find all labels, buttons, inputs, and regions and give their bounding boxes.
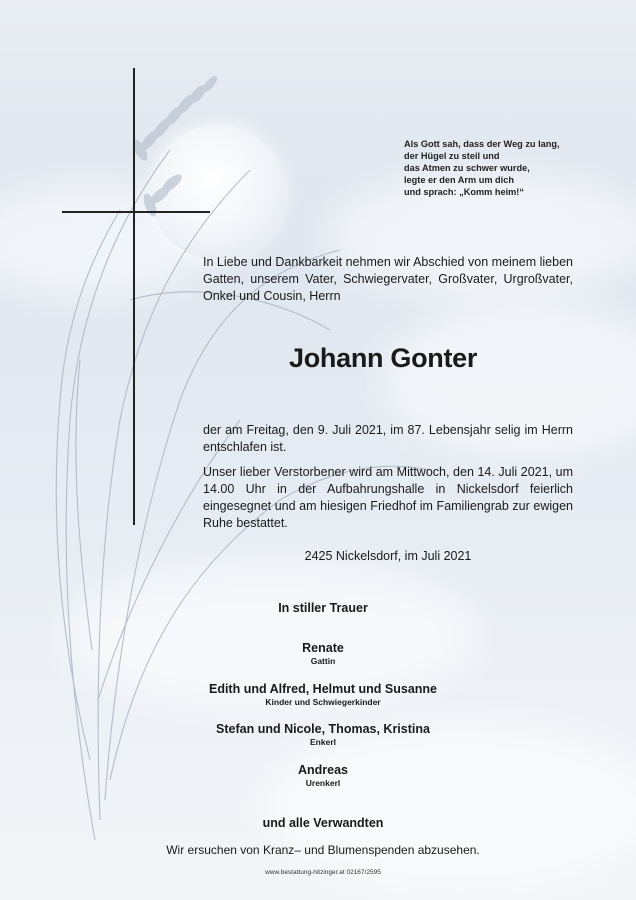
mourner-entry: [173, 682, 473, 708]
mourner-relation: Enkerl: [310, 737, 336, 747]
mourner-names: Andreas: [297, 763, 349, 777]
mourner-entry: [173, 722, 473, 748]
deceased-name: Johann Gonter: [289, 343, 478, 373]
quote-line: und sprach: „Komm heim!“: [404, 187, 524, 197]
relatives-line: und alle Verwandten: [262, 816, 384, 830]
donation-request: Wir ersuchen von Kranz– und Blumenspenden abzusehen.: [166, 843, 480, 857]
mourner-relation: Urenkerl: [305, 778, 341, 788]
mourner-names: Edith und Alfred, Helmut und Susanne: [208, 682, 437, 696]
cross-icon: [133, 68, 135, 525]
mourner-relation: Gattin: [310, 656, 336, 666]
mourner-names: Stefan und Nicole, Thomas, Kristina: [216, 722, 430, 736]
mourner-entry: [173, 641, 473, 667]
quote-line: Als Gott sah, dass der Weg zu lang,: [404, 139, 560, 149]
funeral-notice: Unser lieber Verstorbener wird am Mittwoch, den 14. Juli 2021, um 14.00 Uhr in der Aufbahrungshalle in Nickelsdorf feierlich eingesegnet und am hiesigen Friedhof im Familiengrab zur ewigen Ruhe bestattet.: [203, 465, 573, 530]
farewell-intro: In Liebe und Dankbarkeit nehmen wir Abschied von meinem lieben Gatten, unserem Vater, Schwiegervater, Großvater, Urgroßvater, Onkel und Cousin, Herrn: [203, 255, 573, 303]
mourner-relation: Kinder und Schwiegerkinder: [265, 697, 381, 707]
mourning-heading: In stiller Trauer: [278, 601, 368, 615]
memorial-quote: [404, 138, 604, 198]
undertaker-footer: www.bestattung-hitzinger.at 02167/2595: [265, 869, 381, 876]
cross-icon-bar: [62, 211, 210, 213]
quote-line: das Atmen zu schwer wurde,: [404, 163, 530, 173]
quote-line: legte er den Arm um dich: [404, 175, 514, 185]
quote-line: der Hügel zu steil und: [404, 151, 500, 161]
place-date: 2425 Nickelsdorf, im Juli 2021: [304, 549, 472, 563]
death-notice: der am Freitag, den 9. Juli 2021, im 87. Lebensjahr selig im Herrn entschlafen ist.: [203, 423, 573, 454]
mourner-entry: [173, 763, 473, 789]
mourner-names: Renate: [302, 641, 344, 655]
